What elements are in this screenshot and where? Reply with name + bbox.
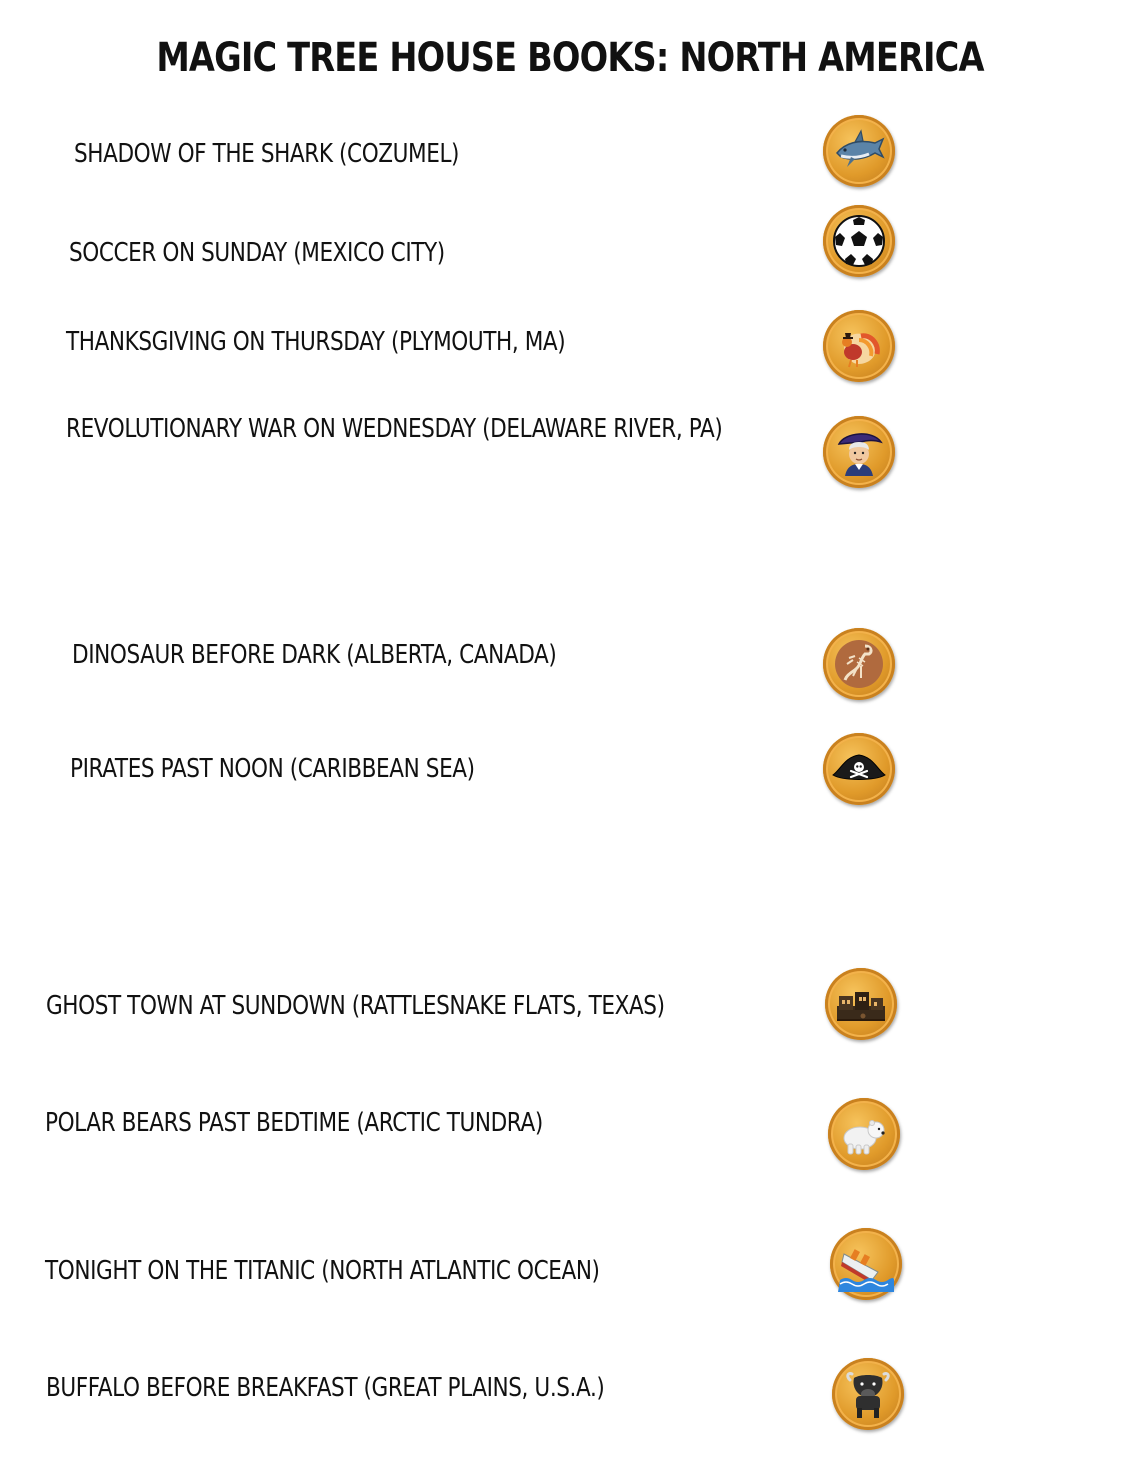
- pirate-hat-icon: [831, 741, 887, 797]
- sinking-ship-icon: [838, 1236, 894, 1292]
- pirate-badge: [823, 733, 895, 805]
- polar-bear-icon: [836, 1106, 892, 1162]
- ghost-town-badge: [825, 968, 897, 1040]
- book-title-dinosaur-before-dark: DINOSAUR BEFORE DARK (ALBERTA, CANADA): [72, 640, 557, 670]
- dinosaur-badge: [823, 628, 895, 700]
- shark-badge: [823, 115, 895, 187]
- titanic-badge: [830, 1228, 902, 1300]
- page-title: MAGIC TREE HOUSE BOOKS: NORTH AMERICA: [156, 35, 984, 81]
- book-title-buffalo-before-breakfast: BUFFALO BEFORE BREAKFAST (GREAT PLAINS, U.S.A.): [46, 1373, 605, 1403]
- book-title-revolutionary-war-on-wednesday: REVOLUTIONARY WAR ON WEDNESDAY (DELAWARE RIVER, PA): [66, 414, 723, 444]
- book-title-thanksgiving-on-thursday: THANKSGIVING ON THURSDAY (PLYMOUTH, MA): [66, 327, 566, 357]
- book-title-soccer-on-sunday: SOCCER ON SUNDAY (MEXICO CITY): [69, 238, 445, 268]
- dinosaur-fossil-icon: [831, 636, 887, 692]
- book-title-tonight-on-the-titanic: TONIGHT ON THE TITANIC (NORTH ATLANTIC OCEAN): [45, 1256, 600, 1286]
- washington-badge: [823, 416, 895, 488]
- soccer-badge: [823, 205, 895, 277]
- turkey-badge: [823, 310, 895, 382]
- book-title-pirates-past-noon: PIRATES PAST NOON (CARIBBEAN SEA): [70, 754, 475, 784]
- shark-icon: [831, 123, 887, 179]
- george-washington-icon: [831, 424, 887, 480]
- book-title-polar-bears-past-bedtime: POLAR BEARS PAST BEDTIME (ARCTIC TUNDRA): [45, 1108, 543, 1138]
- book-title-ghost-town-at-sundown: GHOST TOWN AT SUNDOWN (RATTLESNAKE FLATS, TEXAS): [46, 991, 665, 1021]
- turkey-icon: [831, 318, 887, 374]
- buffalo-icon: [840, 1366, 896, 1422]
- soccer-ball-icon: [831, 213, 887, 269]
- book-title-shadow-of-the-shark: SHADOW OF THE SHARK (COZUMEL): [74, 139, 460, 169]
- ghost-town-icon: [833, 976, 889, 1032]
- buffalo-badge: [832, 1358, 904, 1430]
- polar-bear-badge: [828, 1098, 900, 1170]
